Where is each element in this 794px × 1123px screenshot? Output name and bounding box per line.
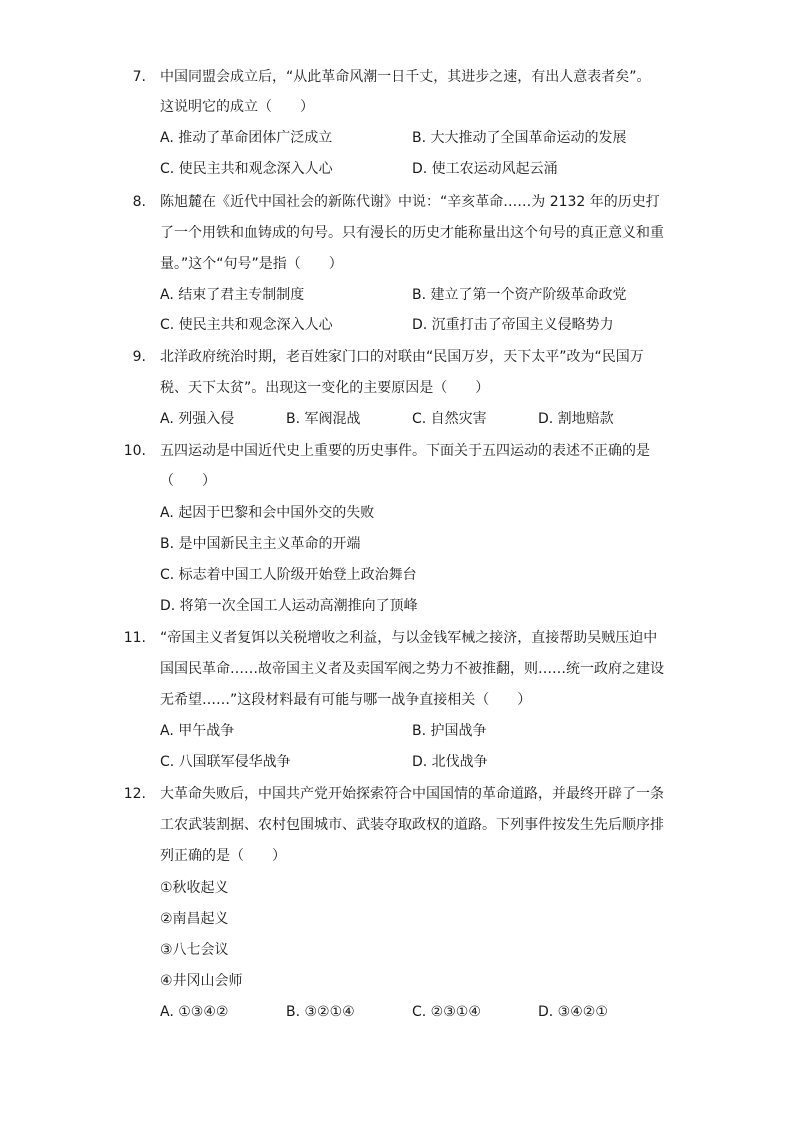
question-text-line: （ ） xyxy=(160,473,216,489)
question-text-line: 量。”这个“句号”是指（ ） xyxy=(160,256,343,272)
option-c: C. 使民主共和观念深入人心 xyxy=(160,161,333,177)
question-text-line: 这说明它的成立（ ） xyxy=(160,99,314,115)
question-text-line: “帝国主义者复饵以关税增收之利益，与以金钱军械之接济，直接帮助吴贼压迫中 xyxy=(160,630,658,646)
option-a: A. 起因于巴黎和会中国外交的失败 xyxy=(160,505,375,521)
option-d: D. 将第一次全国工人运动高潮推向了顶峰 xyxy=(160,598,418,614)
event-item: ③八七会议 xyxy=(160,942,229,958)
question-text-line: 大革命失败后，中国共产党开始探索符合中国国情的革命道路，并最终开辟了一条 xyxy=(160,786,664,802)
question-text-line: 陈旭麓在《近代中国社会的新陈代谢》中说：“辛亥革命……为 2132 年的历史打 xyxy=(160,194,660,210)
question-number: 8. xyxy=(132,194,146,210)
question-number: 10. xyxy=(123,443,146,459)
option-c: C. 八国联军侵华战争 xyxy=(160,754,291,770)
option-c: C. ②③①④ xyxy=(412,1004,481,1020)
option-d: D. 北伐战争 xyxy=(412,754,488,770)
question-text-line: 了一个用铁和血铸成的句号。只有漫长的历史才能称量出这个句号的真正意义和重 xyxy=(160,225,664,241)
question-text-line: 五四运动是中国近代史上重要的历史事件。下面关于五四运动的表述不正确的是 xyxy=(160,443,650,459)
option-c: C. 使民主共和观念深入人心 xyxy=(160,317,333,333)
question-text-line: 国国民革命……故帝国主义者及卖国军阀之势力不被推翻，则……统一政府之建设 xyxy=(160,661,664,677)
question-number: 9. xyxy=(132,349,146,365)
question-text-line: 工农武装割据、农村包围城市、武装夺取政权的道路。下列事件按发生先后顺序排 xyxy=(160,817,664,833)
option-b: B. 大大推动了全国革命运动的发展 xyxy=(412,130,627,146)
event-item: ④井冈山会师 xyxy=(160,973,243,989)
question-text-line: 税、天下太贫”。出现这一变化的主要原因是（ ） xyxy=(160,380,490,396)
option-b: B. ③②①④ xyxy=(286,1004,355,1020)
option-a: A. ①③④② xyxy=(160,1004,229,1020)
option-c: C. 自然灾害 xyxy=(412,411,487,427)
option-c: C. 标志着中国工人阶级开始登上政治舞台 xyxy=(160,567,417,583)
option-d: D. 割地赔款 xyxy=(538,411,614,427)
question-text-line: 无希望……”这段材料最有可能与哪一战争直接相关（ ） xyxy=(160,692,532,708)
option-a: A. 推动了革命团体广泛成立 xyxy=(160,130,333,146)
option-a: A. 结束了君主专制制度 xyxy=(160,287,305,303)
option-b: B. 护国战争 xyxy=(412,723,487,739)
option-d: D. ③④②① xyxy=(538,1004,608,1020)
event-item: ②南昌起义 xyxy=(160,911,229,927)
question-text-line: 中国同盟会成立后，“从此革命风潮一日千丈，其进步之速，有出人意表者矣”。 xyxy=(160,69,651,85)
question-number: 7. xyxy=(132,69,146,85)
option-a: A. 甲午战争 xyxy=(160,723,235,739)
question-number: 12. xyxy=(123,786,146,802)
question-number: 11. xyxy=(123,630,146,646)
option-d: D. 使工农运动风起云涌 xyxy=(412,161,558,177)
question-text-line: 北洋政府统治时期，老百姓家门口的对联由“民国万岁，天下太平”改为“民国万 xyxy=(160,349,644,365)
option-a: A. 列强入侵 xyxy=(160,411,235,427)
option-d: D. 沉重打击了帝国主义侵略势力 xyxy=(412,317,614,333)
option-b: B. 是中国新民主主义革命的开端 xyxy=(160,536,361,552)
event-item: ①秋收起义 xyxy=(160,880,229,896)
option-b: B. 军阀混战 xyxy=(286,411,361,427)
question-text-line: 列正确的是（ ） xyxy=(160,848,286,864)
option-b: B. 建立了第一个资产阶级革命政党 xyxy=(412,287,627,303)
